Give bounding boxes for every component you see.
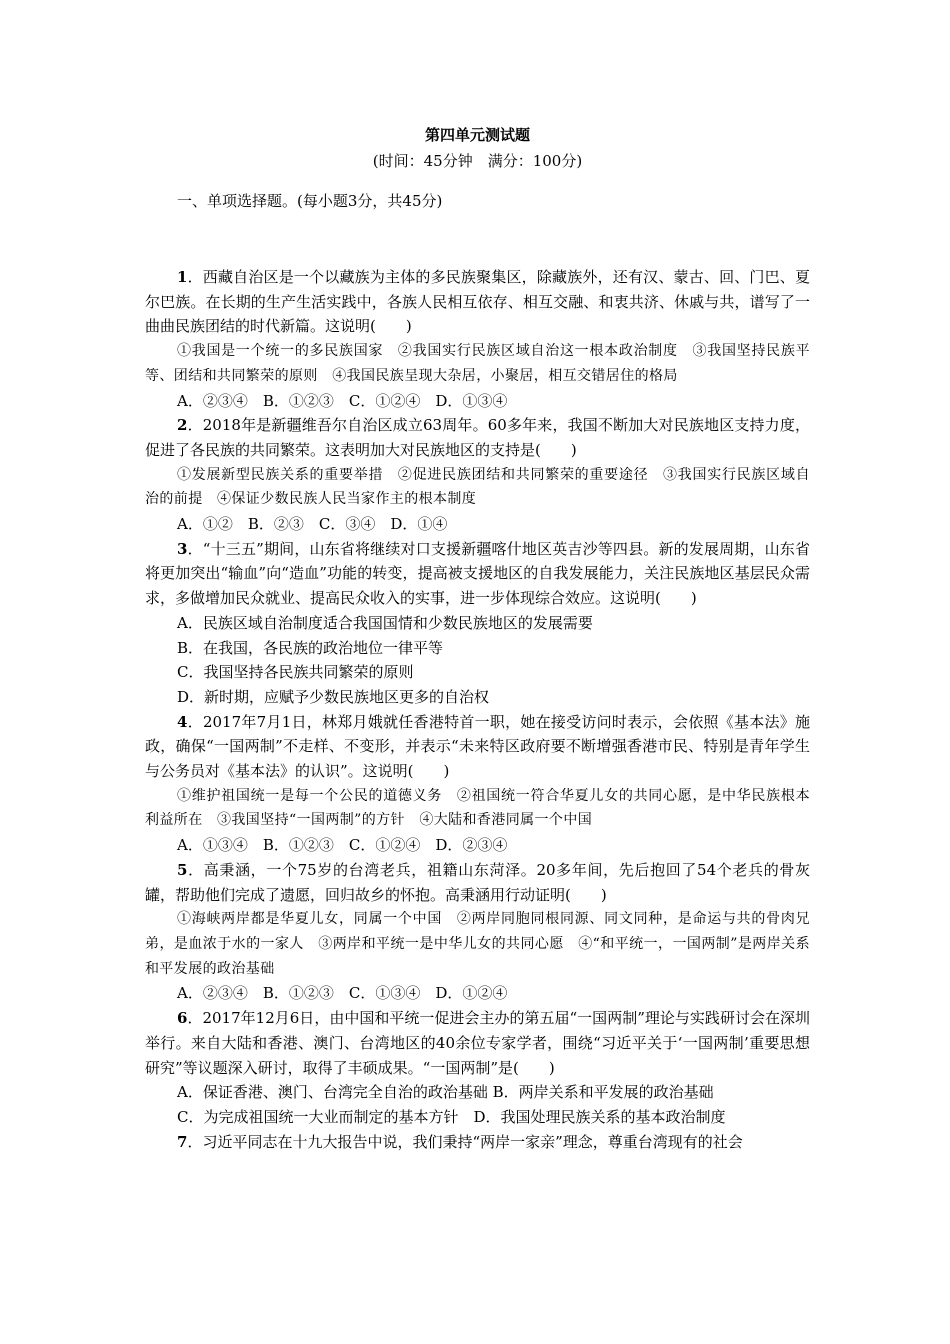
option-b: B．在我国，各民族的政治地位一律平等 [177,638,444,657]
question-stem [145,413,810,462]
question-number: 6 [177,1009,188,1028]
question-text: ．西藏自治区是一个以藏族为主体的多民族聚集区，除藏族外，还有汉、蒙古、回、门巴、夏尔巴族。在长期的生产生活实践中，各族人民相互依存、相互交融、和衷共济、休戚与共，谱写了一曲曲民族团结的时代新篇。这说明( ) [145,268,810,336]
exam-content [145,124,810,1154]
exam-time-score: (时间：45分钟 满分：100分) [372,152,583,170]
question-stem [145,537,810,611]
question-statements: ①维护祖国统一是每一个公民的道德义务 ②祖国统一符合华夏儿女的共同心愿，是中华民族根本利益所在 ③我国坚持“一国两制”的方针 ④大陆和香港同属一个中国 [145,787,810,829]
question-5 [145,858,810,1006]
question-stem [145,858,810,907]
question-2 [145,413,810,537]
question-4 [145,710,810,858]
question-stem [145,265,810,339]
question-text: ．“十三五”期间，山东省将继续对口支援新疆喀什地区英吉沙等四县。新的发展周期，山东省将更加突出“输血”向“造血”功能的转变，提高被支援地区的自我发展能力，关注民族地区基层民众需求，多做增加民众就业、提高民众收入的实事，进一步体现综合效应。这说明( ) [145,539,810,608]
option-c: C．我国坚持各民族共同繁荣的原则 [177,663,414,682]
question-stem [145,1006,810,1080]
question-options: A．①② B．②③ C．③④ D．①④ [177,515,448,534]
question-3 [145,537,810,710]
question-options: A．②③④ B．①②③ C．①②④ D．①③④ [177,391,508,410]
question-stem [145,1130,810,1155]
question-text: ．2018年是新疆维吾尔自治区成立63周年。60多年来，我国不断加大对民族地区支持力度，促进了各民族的共同繁荣。这表明加大对民族地区的支持是( ) [145,416,810,459]
question-number: 4 [177,712,188,731]
question-list [145,265,810,1154]
section-heading: 一、单项选择题。(每小题3分，共45分) [177,192,443,210]
question-1 [145,265,810,413]
question-statements: ①我国是一个统一的多民族国家 ②我国实行民族区域自治这一根本政治制度 ③我国坚持民族平等、团结和共同繁荣的原则 ④我国民族呈现大杂居，小聚居，相互交错居住的格局 [145,343,810,384]
question-statements: ①海峡两岸都是华夏儿女，同属一个中国 ②两岸同胞同根同源、同文同种，是命运与共的骨肉兄弟，是血浓于水的一家人 ③两岸和平统一是中华儿女的共同心愿 ④“和平统一，一国两制”是两岸关系和平发展的政治基础 [145,911,810,977]
question-text: ．高秉涵，一个75岁的台湾老兵，祖籍山东菏泽。20多年间，先后抱回了54个老兵的骨灰罐，帮助他们完成了遗愿，回归故乡的怀抱。高秉涵用行动证明( ) [145,860,810,904]
option-a: A．民族区域自治制度适合我国国情和少数民族地区的发展需要 [177,613,593,632]
question-number: 2 [177,416,188,435]
question-text: ．习近平同志在十九大报告中说，我们秉持“两岸一家亲”理念，尊重台湾现有的社会 [187,1132,743,1151]
question-text: ．2017年7月1日，林郑月娥就任香港特首一职，她在接受访问时表示，会依照《基本法》施政，确保“一国两制”不走样、不变形，并表示“未来特区政府要不断增强香港市民、特别是青年学生与公务员对《基本法》的认识”。这说明( ) [145,712,810,781]
option-d: D．新时期，应赋予少数民族地区更多的自治权 [177,687,490,706]
question-number: 7 [177,1132,188,1151]
question-number: 5 [177,860,188,879]
question-statements: ①发展新型民族关系的重要举措 ②促进民族团结和共同繁荣的重要途径 ③我国实行民族区域自治的前提 ④保证少数民族人民当家作主的根本制度 [145,466,810,508]
exam-title: 第四单元测试题 [424,126,530,144]
question-number: 1 [177,268,188,286]
option-row-ab: A．保证香港、澳门、台湾完全自治的政治基础 B．两岸关系和平发展的政治基础 [177,1083,714,1102]
question-text: ．2017年12月6日，由中国和平统一促进会主办的第五届“一国两制”理论与实践研讨会在深圳举行。来自大陆和香港、澳门、台湾地区的40余位专家学者，围绕“习近平关于‘一国两制’重要思想研究”等议题深入研讨，取得了丰硕成果。“一国两制”是( ) [145,1009,810,1077]
question-options: A．①③④ B．①②③ C．①②④ D．②③④ [177,836,508,855]
question-6 [145,1006,810,1130]
question-options: A．②③④ B．①②③ C．①③④ D．①②④ [177,984,508,1003]
question-number: 3 [177,539,188,558]
question-stem [145,710,810,784]
question-7 [145,1130,810,1155]
option-row-cd: C．为完成祖国统一大业而制定的基本方针 D．我国处理民族关系的基本政治制度 [177,1107,726,1126]
